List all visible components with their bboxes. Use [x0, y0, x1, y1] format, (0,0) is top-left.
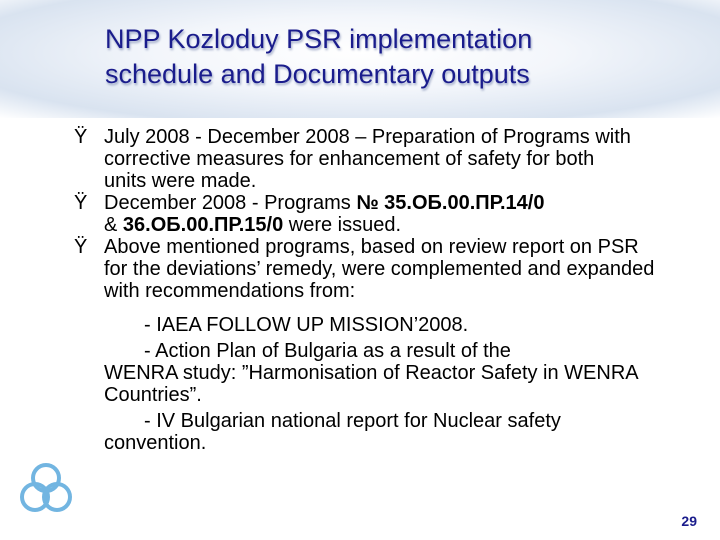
- triple-ring-logo-icon: [18, 458, 74, 518]
- sub-item: - IAEA FOLLOW UP MISSION’2008.: [144, 314, 469, 336]
- bullet-text-part: &: [104, 214, 123, 236]
- title-line-1: NPP Kozloduy PSR implementation: [105, 24, 533, 54]
- program-number: 36.ОБ.00.ПР.15/0: [122, 214, 284, 236]
- sub-item-continuation: convention.: [104, 432, 207, 454]
- program-number: № 35.ОБ.00.ПР.14/0: [356, 192, 545, 214]
- bullet-mark: Ÿ: [74, 236, 88, 258]
- bullet-mark: Ÿ: [74, 192, 88, 214]
- bullet-text-part: were issued.: [283, 214, 402, 236]
- bullet-text-part: December 2008 - Programs: [104, 192, 357, 214]
- title-line-2: schedule and Documentary outputs: [105, 59, 530, 89]
- bullet-text: July 2008 - December 2008 – Preparation of Programs with corrective measures for enhancement of safety for both units were made.: [104, 126, 631, 192]
- page-number: 29: [681, 513, 697, 529]
- bullet-item: [74, 192, 624, 236]
- sub-item-continuation: WENRA study: ”Harmonisation of Reactor Safety in WENRA Countries”.: [104, 362, 638, 406]
- bullet-item: [74, 126, 634, 192]
- sub-item: - IV Bulgarian national report for Nuclear safety: [144, 410, 561, 432]
- bullet-text: Above mentioned programs, based on review report on PSR for the deviations’ remedy, were complemented and expanded with recommendations from:: [104, 236, 655, 302]
- bullet-item: [74, 236, 694, 454]
- bullet-list: [74, 126, 684, 454]
- sub-item: - Action Plan of Bulgaria as a result of the: [144, 340, 511, 362]
- slide-title: [105, 22, 665, 92]
- bullet-text: [104, 192, 624, 236]
- bullet-mark: Ÿ: [74, 126, 88, 148]
